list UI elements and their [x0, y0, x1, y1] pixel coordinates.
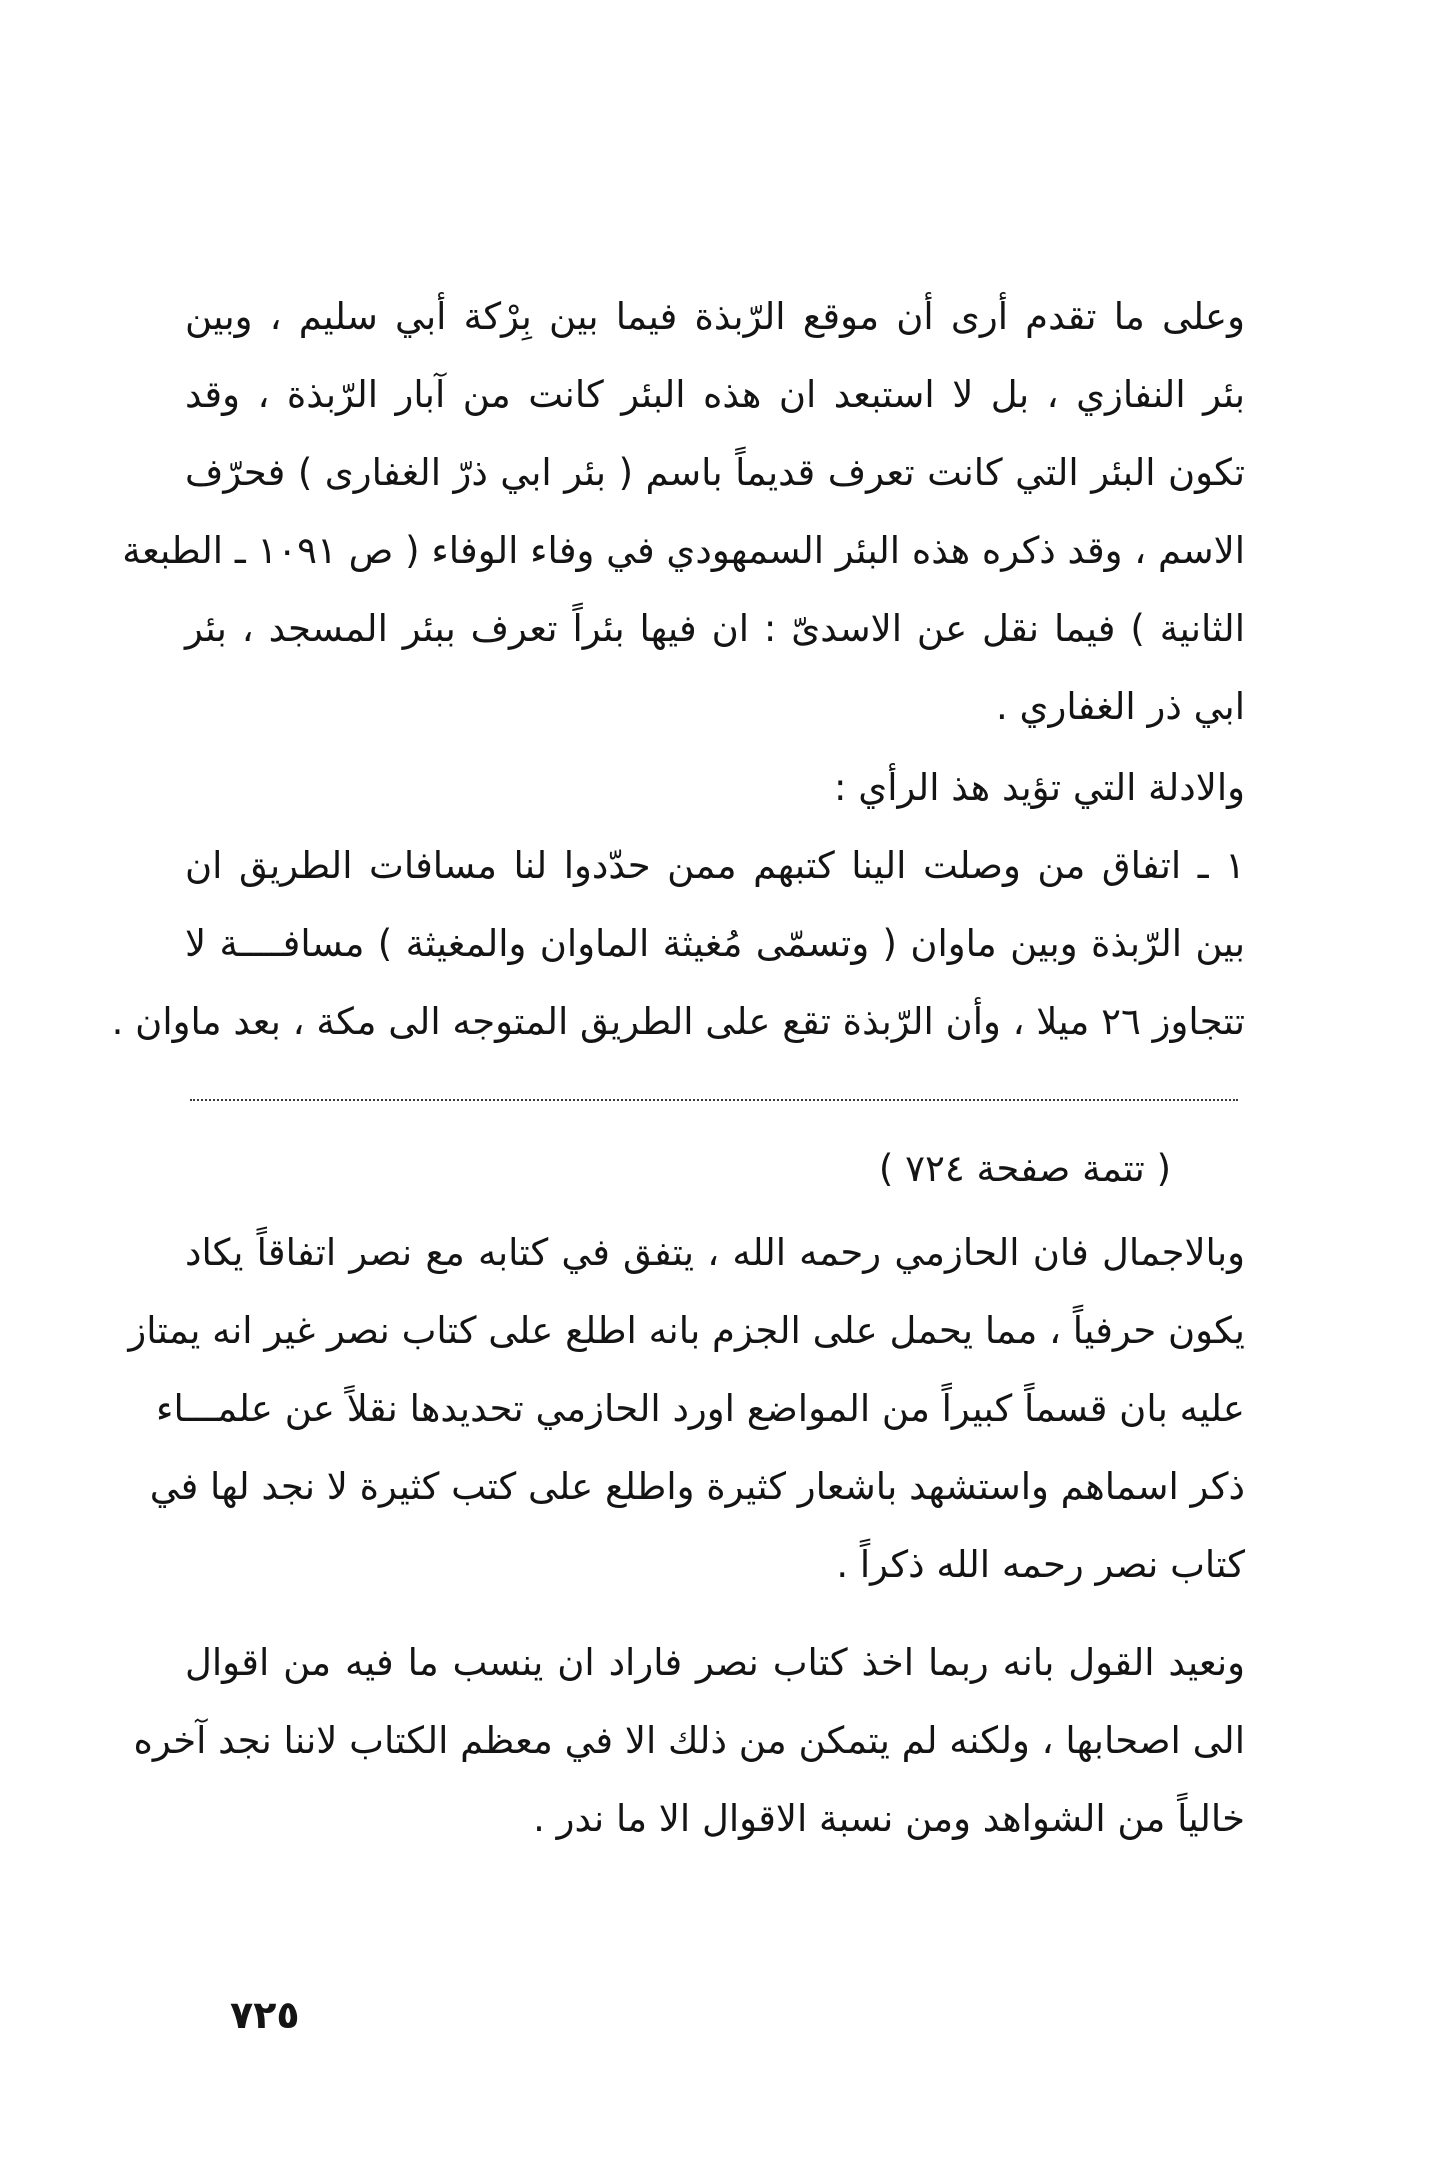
text-line: ونعيد القول بانه ربما اخذ كتاب نصر فاراد ان ينسب ما فيه من اقوال — [185, 1641, 1245, 1684]
text-line: تتجاوز ٢٦ ميلا ، وأن الرّبذة تقع على الطريق المتوجه الى مكة ، بعد ماوان . — [111, 1000, 1245, 1043]
text-line: يكون حرفياً ، مما يحمل على الجزم بانه اطلع على كتاب نصر غير انه يمتاز — [128, 1309, 1245, 1352]
text-line: الى اصحابها ، ولكنه لم يتمكن من ذلك الا في معظم الكتاب لاننا نجد آخره — [133, 1719, 1245, 1762]
paragraph-evidence-intro — [185, 749, 1245, 827]
text-line: الثانية ) فيما نقل عن الاسدىّ : ان فيها بئراً تعرف ببئر المسجد ، بئر — [185, 607, 1245, 650]
paragraph-evidence-item-1 — [111, 827, 1245, 1061]
text-line: وعلى ما تقدم أرى أن موقع الرّبذة فيما بين بِرْكة أبي سليم ، وبين — [185, 295, 1245, 338]
continuation-heading: ( تتمة صفحة ٧٢٤ ) — [878, 1147, 1171, 1190]
text-line: ١ ـ اتفاق من وصلت الينا كتبهم ممن حدّدوا لنا مسافات الطريق ان — [185, 844, 1245, 887]
text-line: كتاب نصر رحمه الله ذكراً . — [836, 1543, 1245, 1586]
text-line: بين الرّبذة وبين ماوان ( وتسمّى مُغيثة الماوان والمغيثة ) مسافــــة لا — [185, 922, 1245, 965]
paragraph-attribution — [133, 1624, 1245, 1858]
text-line: بئر النفازي ، بل لا استبعد ان هذه البئر كانت من آبار الرّبذة ، وقد — [185, 373, 1245, 416]
text-line: ابي ذر الغفاري . — [995, 685, 1245, 728]
text-line: عليه بان قسماً كبيراً من المواضع اورد الحازمي تحديدها نقلاً عن علمـــاء — [156, 1387, 1245, 1430]
text-line: والادلة التي تؤيد هذ الرأي : — [834, 766, 1245, 809]
text-line: تكون البئر التي كانت تعرف قديماً باسم ( بئر ابي ذرّ الغفارى ) فحرّف — [185, 451, 1245, 494]
paragraph-hazimi-comparison — [128, 1214, 1245, 1604]
text-line: ذكر اسماهم واستشهد باشعار كثيرة واطلع على كتب كثيرة لا نجد لها في — [149, 1465, 1245, 1508]
paragraph-rabadha-location — [122, 278, 1245, 746]
text-line: الاسم ، وقد ذكره هذه البئر السمهودي في وفاء الوفاء ( ص ١٠٩١ ـ الطبعة — [122, 529, 1245, 572]
dotted-divider — [190, 1099, 1238, 1101]
page-number: ٧٢٥ — [230, 1993, 300, 2037]
text-line: وبالاجمال فان الحازمي رحمه الله ، يتفق في كتابه مع نصر اتفاقاً يكاد — [185, 1231, 1245, 1274]
text-line: خالياً من الشواهد ومن نسبة الاقوال الا ما ندر . — [533, 1797, 1245, 1840]
